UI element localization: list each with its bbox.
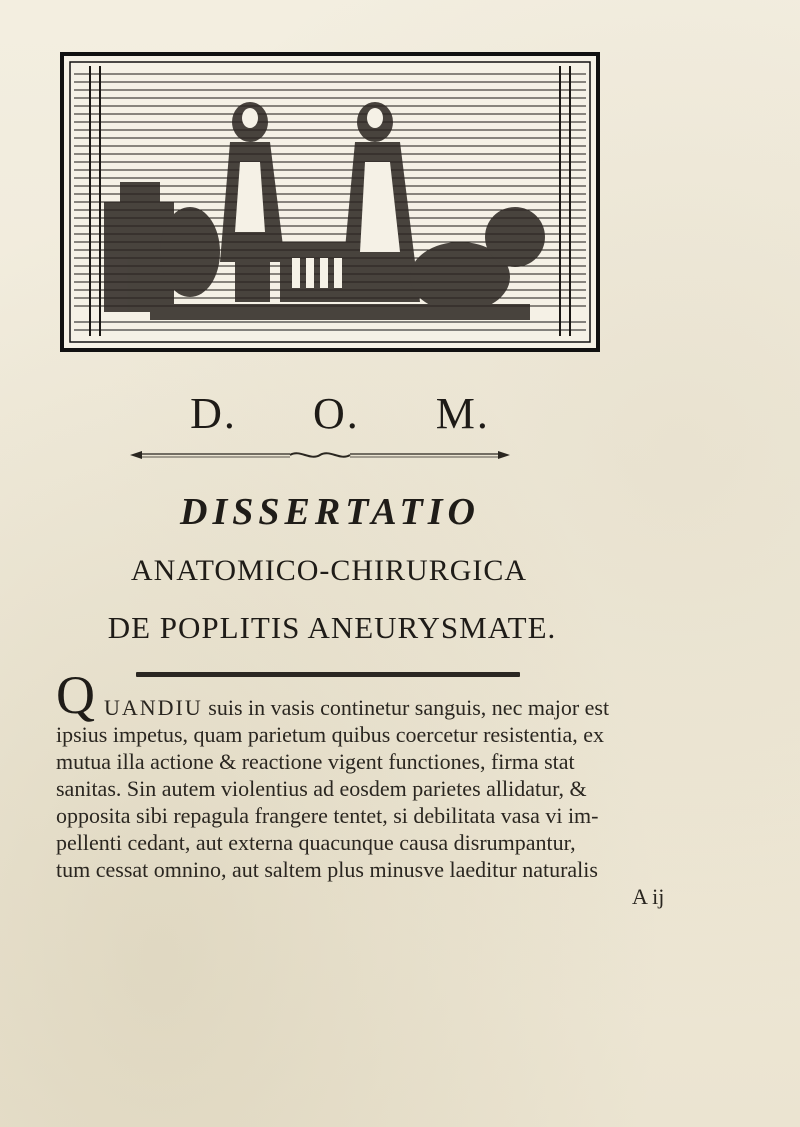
engraved-headpiece	[60, 52, 600, 352]
ornamental-rule	[130, 449, 510, 461]
dissertation-topic: DE POPLITIS ANEURYSMATE.	[107, 610, 557, 645]
dissertation-title: DISSERTATIO	[180, 491, 480, 533]
dedication-dom	[0, 388, 680, 439]
body-line-6: pellenti cedant, aut externa quacunque causa disrumpantur,	[56, 830, 576, 855]
dom-m: M.	[435, 389, 490, 438]
body-line-5: opposita sibi repagula frangere tentet, si debilitata vasa vi im-	[56, 803, 599, 828]
body-line-2: ipsius impetus, quam parietum quibus coercetur resistentia, ex	[56, 722, 605, 747]
first-word-rest: UANDIU	[104, 695, 203, 720]
dom-o: O.	[312, 389, 360, 438]
body-line-1-text: suis in vasis continetur sanguis, nec major est	[208, 695, 610, 720]
section-rule	[136, 672, 520, 677]
body-paragraph	[56, 695, 686, 883]
drop-cap: Q	[56, 665, 95, 725]
dom-d: D.	[190, 389, 237, 438]
body-line-1	[56, 694, 686, 721]
body-line-4: sanitas. Sin autem violentius ad eosdem parietes allidatur, &	[56, 776, 587, 801]
body-line-3: mutua illa actione & reactione vigent functiones, firma stat	[56, 749, 575, 774]
signature-mark: A ij	[632, 884, 665, 909]
body-line-7: tum cessat omnino, aut saltem plus minusve laeditur naturalis	[56, 857, 598, 882]
dissertation-subtitle: ANATOMICO-CHIRURGICA	[130, 554, 528, 587]
